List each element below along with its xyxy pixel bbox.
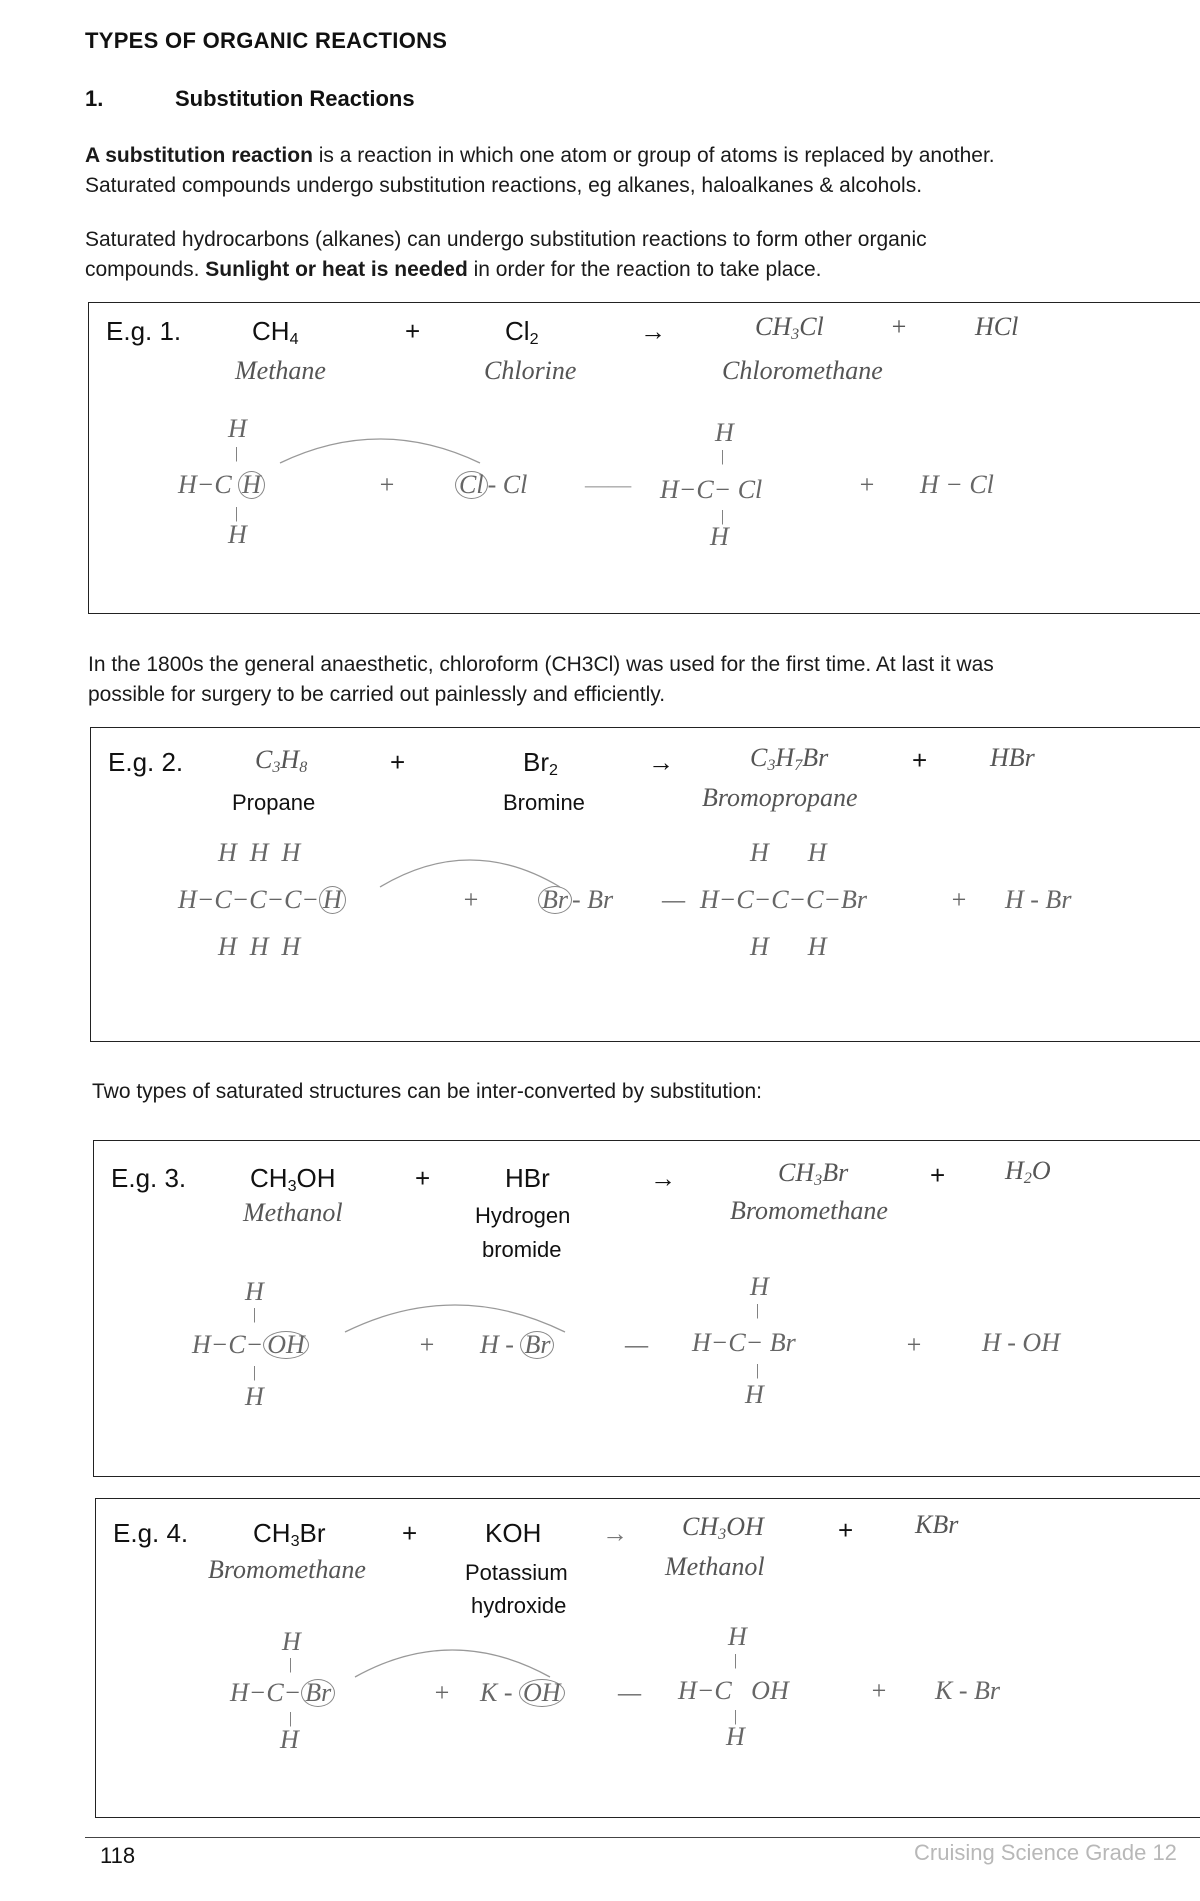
example-1-exchange-arc (270, 425, 490, 465)
alkanes-line2-start: compounds. (85, 258, 206, 281)
section-title: Substitution Reactions (175, 86, 415, 111)
example-3-reactant1-name: Methanol (243, 1198, 343, 1227)
page-number: 118 (100, 1843, 136, 1868)
example-1-reactant2: $Cl_2$ (505, 316, 539, 349)
footer-rule (85, 1837, 1200, 1838)
example-4-label: E.g. 4. (113, 1518, 189, 1548)
alkanes-line1: Saturated hydrocarbons (alkanes) can undergo substitution reactions to form other organic (85, 228, 927, 251)
section-number: 1. (85, 86, 104, 111)
example-1-reactant1: $CH_4$ (252, 316, 299, 349)
alkanes-paragraph (85, 225, 1195, 285)
example-4-product1-name: Methanol (665, 1552, 765, 1581)
example-3-label: E.g. 3. (111, 1163, 187, 1193)
example-2-arrow: → (648, 747, 674, 777)
example-1-plus2: + (890, 312, 908, 341)
page-title: TYPES OF ORGANIC REACTIONS (85, 28, 448, 53)
example-1-label: E.g. 1. (106, 316, 182, 346)
example-2-plus1: + (390, 747, 406, 777)
example-4-plus1: + (402, 1518, 418, 1548)
intro-term: A substitution reaction (85, 144, 313, 167)
example-4-plus2: + (838, 1515, 854, 1545)
example-3-plus1: + (415, 1163, 431, 1193)
example-4-reactant1-name: Bromomethane (208, 1555, 366, 1584)
example-4-arrow: → (602, 1518, 628, 1548)
example-2-reactant1: $C_3H_8$ (255, 745, 308, 777)
example-1-product1-name: Chloromethane (722, 356, 883, 385)
example-4-reactant1: $CH_3Br$ (253, 1518, 326, 1551)
example-3-plus2: + (930, 1160, 946, 1190)
example-4-reactant2: KOH (485, 1518, 542, 1548)
example-1-arrow: → (640, 316, 666, 346)
chloroform-paragraph (88, 650, 1198, 710)
example-3-reactant2-name-line1: Hydrogen (475, 1203, 571, 1228)
example-4-product2: KBr (915, 1510, 959, 1539)
example-3-product1: $CH_3Br$ (778, 1158, 849, 1190)
example-2-reactant2: $Br_2$ (523, 747, 558, 780)
example-2-reactant2-name: Bromine (503, 790, 585, 815)
example-4-exchange-arc (345, 1635, 560, 1680)
book-title: Cruising Science Grade 12 (914, 1840, 1177, 1865)
intro-definition: is a reaction in which one atom or group of atoms is replaced by another. (312, 144, 995, 167)
alkanes-condition: Sunlight or heat is needed (205, 258, 468, 281)
example-2-product1: $C_3H_7Br$ (750, 743, 829, 775)
example-1-product1: $CH_3Cl$ (755, 312, 824, 344)
example-3-exchange-arc (335, 1290, 575, 1335)
intro-paragraph (85, 141, 1195, 201)
example-1-plus1: + (405, 316, 421, 346)
example-2-product2: HBr (990, 743, 1035, 772)
example-1-reactant2-name: Chlorine (484, 356, 577, 385)
example-4-reactant2-name-line1: Potassium (465, 1560, 568, 1585)
example-4-reactant2-name-line2: hydroxide (471, 1593, 567, 1618)
example-1-reactant1-name: Methane (235, 356, 326, 385)
example-3-reactant1: $CH_3OH$ (250, 1163, 336, 1196)
example-1-product2: HCl (975, 312, 1019, 341)
example-3-product2: $H_2O$ (1005, 1156, 1051, 1188)
document-page: TYPES OF ORGANIC REACTIONS 1. Substitution Reactions A substitution reaction is a reaction in which one atom or group of atoms is replaced by another. Saturated compounds undergo substitution reactions, eg alkanes, haloalkanes & alcohols. Saturated hydrocarbons (alkanes) can undergo substitution reactions to form other organic compounds. Sunlight or heat is needed in order for the reaction to take place. E.g. 1. $CH_4$ + $Cl_2$ → $CH_3Cl$ + HCl Methane Chlorine Chloromethane H | H−C H | H + Cl - Cl —— H | H−C− Cl | H + H − Cl In the 1800s the general anaesthetic, chloroform (CH3Cl) was used for the first time. At last it was possible for surgery to be carried out painlessly and efficiently. E.g. 2. $C_3H_8$ + $Br_2$ → $C_3H_7Br$ + HBr Propane Bromine Bromopropane H H H H−C−C−C− H H H H + Br - Br — H H H−C−C−C−Br H H + H - Br Two types of saturated structures can be inter-converted by substitution: E.g. 3. $CH_3OH$ + HBr → $CH_3Br$ + $H_2O$ Methanol Hydrogen bromide Bromomethane H | H−C− OH | H + H - Br — H | H−C− Br | H + H - OH E.g. 4. $CH_3Br$ + KOH → $CH_3OH$ + KBr Bromomethane Potassium hydroxide Methanol H | H−C− Br | H + K - OH — H | H−C OH | H + K - Br 118 Cruising Science Grade 12 (0, 0, 1200, 1901)
chloroform-line2: possible for surgery to be carried out painlessly and efficiently. (88, 683, 666, 706)
example-3-arrow: → (650, 1163, 676, 1193)
example-4-product1: $CH_3OH$ (682, 1512, 764, 1544)
example-2-plus2: + (912, 745, 928, 775)
interconvert-note: Two types of saturated structures can be inter-converted by substitution: (92, 1080, 763, 1103)
example-2-reactant1-name: Propane (232, 790, 316, 815)
example-2-label: E.g. 2. (108, 747, 184, 777)
example-3-reactant2: HBr (505, 1163, 550, 1193)
intro-line2: Saturated compounds undergo substitution reactions, eg alkanes, haloalkanes & alcohols. (85, 174, 923, 197)
example-2-exchange-arc (370, 845, 570, 890)
example-2-product1-name: Bromopropane (702, 783, 858, 812)
chloroform-line1: In the 1800s the general anaesthetic, chloroform (CH3Cl) was used for the first time. At last it was (88, 653, 994, 676)
alkanes-line2-end: in order for the reaction to take place. (467, 258, 822, 281)
example-3-product1-name: Bromomethane (730, 1196, 888, 1225)
example-3-reactant2-name-line2: bromide (482, 1237, 562, 1262)
